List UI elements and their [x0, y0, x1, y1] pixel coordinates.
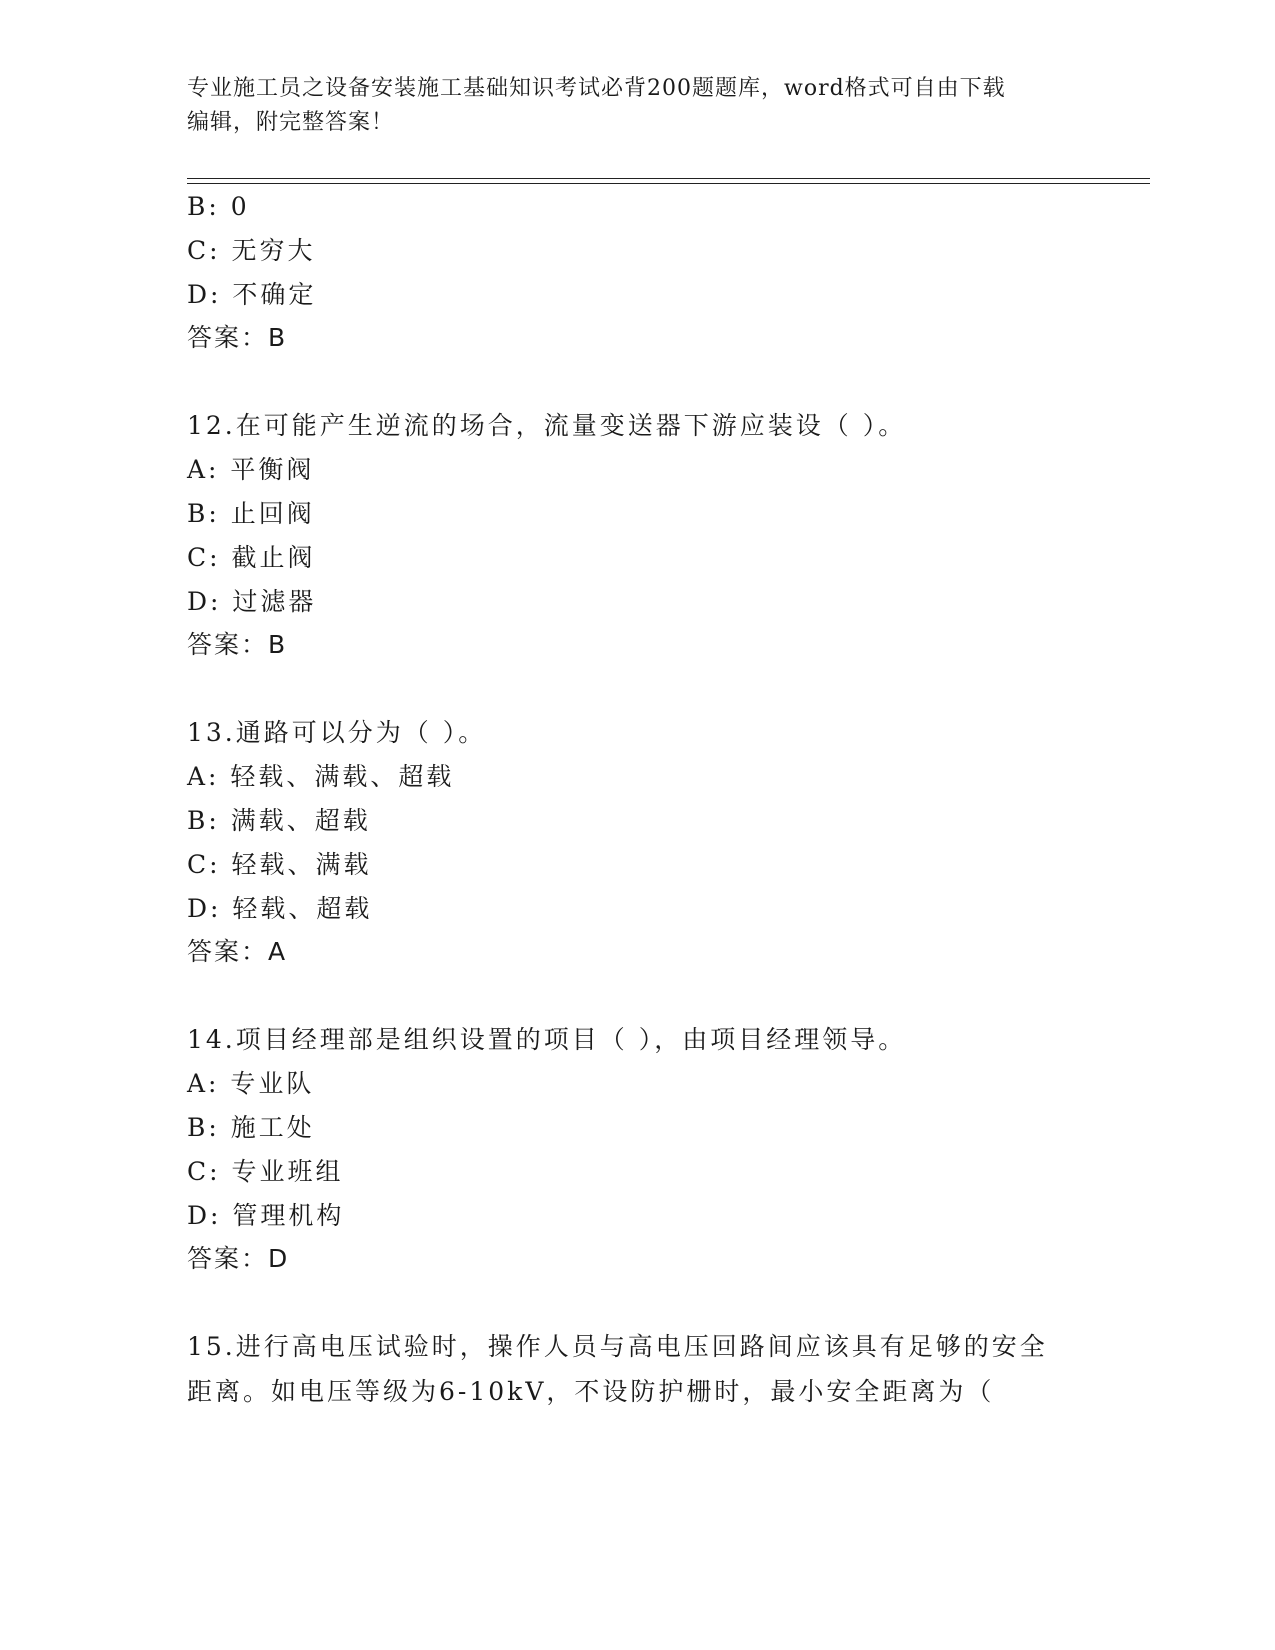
question-stem: 14.项目经理部是组织设置的项目（ ），由项目经理领导。 [187, 1025, 907, 1054]
question-stem-line-2: 距离。如电压等级为6-10kV，不设防护栅时，最小安全距离为（ [187, 1377, 995, 1406]
answer-line: 答案：B [187, 630, 288, 659]
answer-line: 答案：D [187, 1244, 290, 1273]
option-a: A: 轻载、满载、超载 [187, 762, 455, 791]
question-stem-line-1: 15.进行高电压试验时，操作人员与高电压回路间应该具有足够的安全 [187, 1332, 1048, 1361]
option-d: D: 管理机构 [187, 1201, 345, 1230]
header-divider-bottom [187, 183, 1150, 184]
option-c: C: 专业班组 [187, 1157, 344, 1186]
option-d: D: 过滤器 [187, 587, 317, 616]
option-d: D: 不确定 [187, 280, 317, 309]
option-a: A: 专业队 [187, 1069, 315, 1098]
answer-line: 答案：B [187, 323, 288, 352]
document-header [187, 72, 1087, 140]
option-b: B: 止回阀 [187, 499, 315, 528]
option-c: C: 截止阀 [187, 543, 316, 572]
option-b: B: 施工处 [187, 1113, 315, 1142]
question-stem: 12.在可能产生逆流的场合，流量变送器下游应装设（ ）。 [187, 411, 907, 440]
option-a: A: 平衡阀 [187, 455, 315, 484]
option-d: D: 轻载、超载 [187, 894, 373, 923]
header-title-line-1: 专业施工员之设备安装施工基础知识考试必背200题题库，word格式可自由下载 [187, 76, 1006, 101]
option-c: C: 无穷大 [187, 236, 316, 265]
header-divider-top [187, 178, 1150, 179]
answer-line: 答案：A [187, 937, 288, 966]
header-title-line-2: 编辑，附完整答案！ [187, 110, 395, 135]
question-stem: 13.通路可以分为（ ）。 [187, 718, 487, 747]
option-c: C: 轻载、满载 [187, 850, 372, 879]
option-b: B: 0 [187, 192, 250, 221]
option-b: B: 满载、超载 [187, 806, 371, 835]
